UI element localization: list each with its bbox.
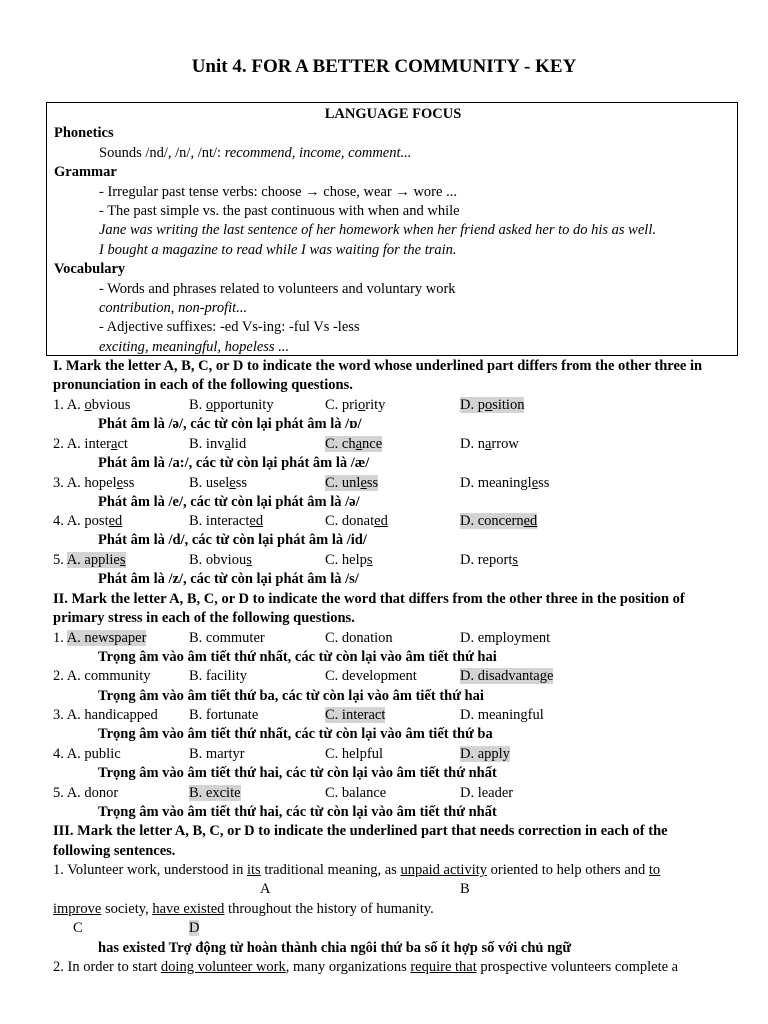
s3-q1-label-c: C [73, 920, 83, 936]
page-title: Unit 4. FOR A BETTER COMMUNITY - KEY [191, 56, 577, 77]
s1-q4-option-b: B. interacted [189, 513, 264, 529]
s1-q1-explanation: Phát âm là /ə/, các từ còn lại phát âm là /ɒ/ [98, 416, 362, 432]
grammar-label: Grammar [54, 164, 117, 180]
s2-q1-explanation: Trọng âm vào âm tiết thứ nhất, các từ còn lại vào âm tiết thứ hai [98, 649, 497, 665]
s2-q2-explanation: Trọng âm vào âm tiết thứ ba, các từ còn lại vào âm tiết thứ hai [98, 688, 484, 704]
s2-q2-option-b: B. facility [189, 668, 247, 684]
s1-q4-option-c: C. donated [325, 513, 388, 529]
section-3-heading-line-1: III. Mark the letter A, B, C, or D to indicate the underlined part that needs correction in each of the [53, 823, 668, 839]
language-focus-heading: LANGUAGE FOCUS [324, 106, 462, 122]
s1-q2-option-b: B. invalid [189, 436, 247, 452]
grammar-line-1: - Irregular past tense verbs: choose → chose, wear → wore ... [99, 184, 457, 200]
s2-q3-option-a: 3. A. handicapped [53, 707, 158, 723]
s2-q3-option-d: D. meaningful [460, 707, 544, 723]
section-1-heading-line-2: pronunciation in each of the following questions. [53, 377, 353, 393]
s1-q2-option-c-answer: C. chance [325, 436, 383, 452]
s1-q4-option-d-answer: D. concerned [460, 513, 538, 529]
s3-q1-explanation: has existed Trợ động từ hoàn thành chia ngôi thứ ba số ít hợp số với chủ ngữ [98, 940, 572, 956]
s1-q5-option-b: B. obvious [189, 552, 252, 568]
s1-q5-option-d: D. reports [460, 552, 518, 568]
vocabulary-example-1: contribution, non-profit... [99, 300, 248, 316]
vocabulary-example-2: exciting, meaningful, hopeless ... [99, 339, 290, 355]
section-1-heading-line-1: I. Mark the letter A, B, C, or D to indicate the word whose underlined part differs from the other three in [53, 358, 703, 374]
s3-q1-label-b: B [460, 881, 470, 897]
s1-q3-option-a: 3. A. hopeless [53, 475, 135, 491]
s1-q3-option-b: B. useless [189, 475, 248, 491]
s1-q4-explanation: Phát âm là /d/, các từ còn lại phát âm là /id/ [98, 532, 367, 548]
s3-q1-label-a: A [260, 881, 271, 897]
s2-q2-option-a: 2. A. community [53, 668, 151, 684]
s1-q1-option-c: C. priority [325, 397, 386, 413]
s3-q1-sentence-line-2: improve society, have existed throughout the history of humanity. [53, 901, 434, 917]
grammar-example-1: Jane was writing the last sentence of her homework when her friend asked her to do his as well. [99, 222, 656, 238]
vocabulary-line-1: - Words and phrases related to volunteers and voluntary work [99, 281, 456, 297]
s2-q1-option-b: B. commuter [189, 630, 265, 646]
section-3-heading-line-2: following sentences. [53, 843, 176, 859]
s1-q3-option-d: D. meaningless [460, 475, 550, 491]
s2-q1-option-c: C. donation [325, 630, 393, 646]
s3-q1-label-d-answer: D [189, 920, 200, 936]
phonetics-sounds: Sounds /nd/, /n/, /nt/: recommend, income, comment... [99, 145, 412, 161]
vocabulary-label: Vocabulary [54, 261, 126, 277]
s2-q4-explanation: Trọng âm vào âm tiết thứ hai, các từ còn lại vào âm tiết thứ nhất [98, 765, 497, 781]
s2-q1-option-a-answer: 1. A. newspaper [53, 630, 147, 646]
phonetics-label: Phonetics [54, 125, 114, 141]
s2-q4-option-d-answer: D. apply [460, 746, 510, 762]
s1-q3-explanation: Phát âm là /e/, các từ còn lại phát âm là /ə/ [98, 494, 360, 510]
s1-q1-option-d-answer: D. position [460, 397, 525, 413]
s1-q1-option-a: 1. A. obvious [53, 397, 131, 413]
s1-q2-explanation: Phát âm là /a:/, các từ còn lại phát âm là /æ/ [98, 455, 370, 471]
s1-q3-option-c-answer: C. unless [325, 475, 379, 491]
s2-q3-option-b: B. fortunate [189, 707, 259, 723]
s2-q4-option-b: B. martyr [189, 746, 245, 762]
s2-q5-option-c: C. balance [325, 785, 387, 801]
section-2-heading-line-1: II. Mark the letter A, B, C, or D to indicate the word that differs from the other three in the position of [53, 591, 685, 607]
s2-q3-option-c-answer: C. interact [325, 707, 386, 723]
s1-q2-option-d: D. narrow [460, 436, 519, 452]
s1-q5-option-c: C. helps [325, 552, 373, 568]
s1-q5-option-a-answer: 5. A. applies [53, 552, 126, 568]
grammar-example-2: I bought a magazine to read while I was waiting for the train. [99, 242, 457, 258]
s2-q2-option-d-answer: D. disadvantage [460, 668, 554, 684]
vocabulary-line-2: - Adjective suffixes: -ed Vs-ing: -ful Vs -less [99, 319, 360, 335]
s2-q5-explanation: Trọng âm vào âm tiết thứ hai, các từ còn lại vào âm tiết thứ nhất [98, 804, 497, 820]
s2-q2-option-c: C. development [325, 668, 417, 684]
s1-q5-explanation: Phát âm là /z/, các từ còn lại phát âm là /s/ [98, 571, 359, 587]
s2-q5-option-d: D. leader [460, 785, 514, 801]
s1-q1-option-b: B. opportunity [189, 397, 274, 413]
s2-q5-option-b-answer: B. excite [189, 785, 241, 801]
s3-q2-sentence-line-1: 2. In order to start doing volunteer work, many organizations require that prospective volunteers complete a [53, 959, 679, 975]
s1-q2-option-a: 2. A. interact [53, 436, 128, 452]
s2-q3-explanation: Trọng âm vào âm tiết thứ nhất, các từ còn lại vào âm tiết thứ ba [98, 726, 493, 742]
s2-q1-option-d: D. employment [460, 630, 551, 646]
language-focus-box [46, 102, 738, 356]
s2-q4-option-a: 4. A. public [53, 746, 121, 762]
s3-q1-sentence-line-1: 1. Volunteer work, understood in its traditional meaning, as unpaid activity oriented to help others and to [53, 862, 661, 878]
section-2-heading-line-2: primary stress in each of the following questions. [53, 610, 355, 626]
grammar-line-2: - The past simple vs. the past continuous with when and while [99, 203, 460, 219]
s1-q4-option-a: 4. A. posted [53, 513, 123, 529]
s2-q4-option-c: C. helpful [325, 746, 383, 762]
s2-q5-option-a: 5. A. donor [53, 785, 119, 801]
